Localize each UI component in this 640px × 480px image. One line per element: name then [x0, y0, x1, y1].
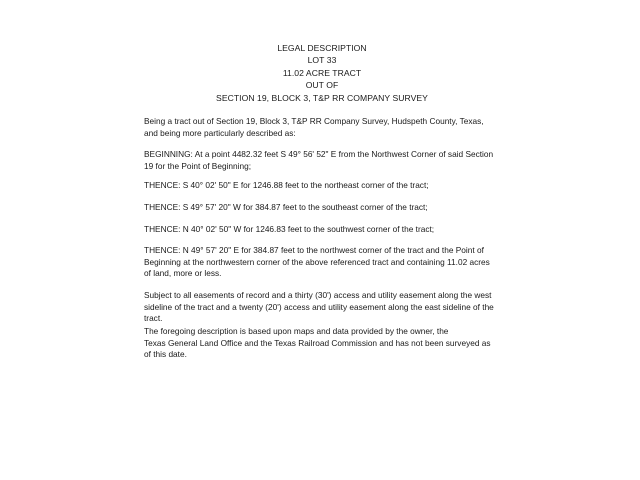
- survey-line: SECTION 19, BLOCK 3, T&P RR COMPANY SURVEY: [216, 92, 428, 103]
- text-line: BEGINNING: At a point 4482.32 feet S 49° 56' 52" E from the Northwest Corner of said Section: [144, 149, 494, 159]
- acreage-line: 11.02 ACRE TRACT: [282, 67, 362, 78]
- text-line: THENCE: N 49° 57' 20" E for 384.87 feet to the northwest corner of the tract and the Point of: [144, 245, 484, 255]
- text-line: Texas General Land Office and the Texas Railroad Commission and has not been surveyed as: [144, 337, 491, 348]
- text-line: 19 for the Point of Beginning;: [144, 160, 252, 171]
- out-of-line: OUT OF: [305, 80, 339, 91]
- text-line: of land, more or less.: [144, 268, 222, 279]
- text-line: Subject to all easements of record and a thirty (30') access and utility easement along the west: [144, 290, 492, 300]
- thence-3-paragraph: [144, 224, 504, 236]
- intro-paragraph: [144, 116, 504, 139]
- text-line: THENCE: S 49° 57' 20" W for 384.87 feet to the southeast corner of the tract;: [144, 202, 428, 212]
- foregoing-paragraph: [144, 326, 504, 361]
- lot-line: LOT 33: [307, 55, 337, 66]
- text-line: of this date.: [144, 349, 187, 360]
- thence-4-paragraph: [144, 245, 504, 280]
- text-line: tract.: [144, 313, 163, 324]
- text-line: The foregoing description is based upon maps and data provided by the owner, the: [144, 326, 449, 336]
- text-line: THENCE: N 40° 02' 50" W for 1246.83 feet to the southwest corner of the tract;: [144, 224, 435, 234]
- subject-paragraph: [144, 290, 504, 325]
- text-line: and being more particularly described as:: [144, 127, 296, 138]
- title-line: LEGAL DESCRIPTION: [277, 43, 367, 53]
- thence-2-paragraph: [144, 202, 504, 214]
- text-line: sideline of the tract and a twenty (20') access and utility easement along the east sideline of the: [144, 301, 494, 312]
- beginning-paragraph: [144, 149, 504, 172]
- thence-1-paragraph: [144, 180, 504, 192]
- text-line: Being a tract out of Section 19, Block 3, T&P RR Company Survey, Hudspeth County, Texas,: [144, 116, 484, 126]
- text-line: THENCE: S 40° 02' 50" E for 1246.88 feet to the northeast corner of the tract;: [144, 180, 429, 190]
- title-block: [0, 42, 640, 104]
- text-line: Beginning at the northwestern corner of the above referenced tract and containing 11.02 acres: [144, 256, 490, 267]
